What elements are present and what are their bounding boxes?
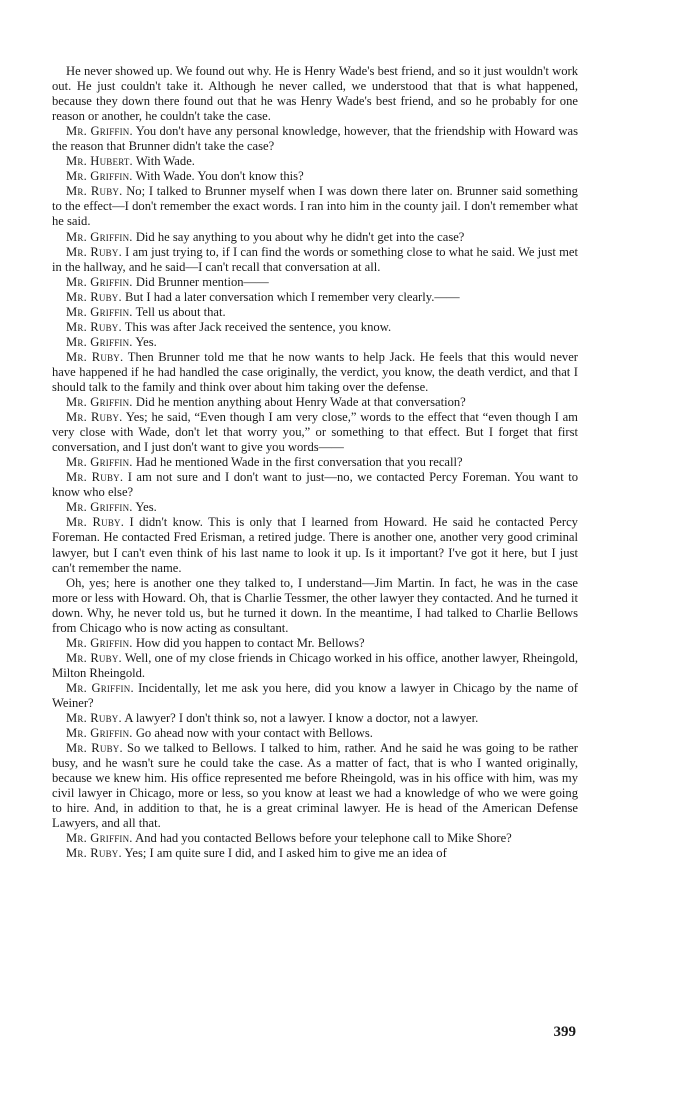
transcript-paragraph bbox=[52, 395, 578, 410]
paragraph-text: I didn't know. This is only that I learned from Howard. He said he contacted Percy Foreman. He contacted Fred Erisman, a retired judge. There is another one, another very good criminal lawyer, but I can't even think of his last name to look it up. Is it important? I've got it here, but I just can't remember the name. bbox=[52, 515, 578, 575]
transcript-paragraph bbox=[52, 651, 578, 681]
paragraph-text: He never showed up. We found out why. He is Henry Wade's best friend, and so it just wouldn't work out. He just couldn't take it. Although he never called, we understood that that is what happened, because they down there found out that he was Henry Wade's best friend, and so he probably for one reason or another, he couldn't take the case. bbox=[52, 64, 578, 124]
paragraph-text: Yes; he said, “Even though I am very close,” words to the effect that “even though I am very close with Wade, don't let that worry you,” or something to that effect. But I forget that first conversation, and I just don't want to give you words—— bbox=[52, 410, 578, 455]
paragraph-text: Yes. bbox=[135, 334, 157, 349]
paragraph-text: And had you contacted Bellows before your telephone call to Mike Shore? bbox=[135, 831, 512, 846]
transcript-paragraph bbox=[52, 335, 578, 350]
speaker-label: Mr. Griffin. bbox=[66, 726, 133, 741]
transcript-paragraph bbox=[52, 515, 578, 575]
speaker-label: Mr. Ruby. bbox=[66, 244, 122, 259]
paragraph-text: Oh, yes; here is another one they talked to, I understand—Jim Martin. In fact, he was in the case more or less with Howard. Oh, that is Charlie Tessmer, the other lawyer they contacted. And he turned it down. Why, he never told us, but he turned it down. In the meantime, I had talked to Charlie Bellows from Chicago who is now acting as consultant. bbox=[52, 575, 578, 635]
transcript-paragraph bbox=[52, 831, 578, 846]
speaker-label: Mr. Griffin. bbox=[66, 635, 133, 650]
transcript-paragraph bbox=[52, 184, 578, 229]
speaker-label: Mr. Griffin. bbox=[66, 395, 133, 410]
transcript-paragraph bbox=[52, 64, 578, 124]
speaker-label: Mr. Ruby. bbox=[66, 515, 125, 530]
paragraph-text: Did Brunner mention—— bbox=[135, 274, 269, 289]
paragraph-text: A lawyer? I don't think so, not a lawyer. I know a doctor, not a lawyer. bbox=[124, 711, 479, 726]
speaker-label: Mr. Griffin. bbox=[66, 334, 133, 349]
transcript-body bbox=[52, 64, 578, 861]
paragraph-text: Tell us about that. bbox=[135, 304, 226, 319]
paragraph-text: Did he say anything to you about why he didn't get into the case? bbox=[135, 229, 465, 244]
paragraph-text: Go ahead now with your contact with Bellows. bbox=[135, 726, 373, 741]
transcript-paragraph bbox=[52, 726, 578, 741]
paragraph-text: Yes. bbox=[135, 500, 157, 515]
speaker-label: Mr. Ruby. bbox=[66, 470, 124, 485]
paragraph-text: I am not sure and I don't want to just—no, we contacted Percy Foreman. You want to know who else? bbox=[52, 470, 578, 500]
speaker-label: Mr. Ruby. bbox=[66, 846, 122, 861]
paragraph-text: Had he mentioned Wade in the first conversation that you recall? bbox=[135, 455, 463, 470]
paragraph-text: Then Brunner told me that he now wants to help Jack. He feels that this would never have happened if he had handled the case originally, the verdict, you know, the death verdict, and that I should talk to the family and think over about him taking over the defense. bbox=[52, 349, 578, 394]
transcript-paragraph bbox=[52, 230, 578, 245]
transcript-paragraph bbox=[52, 305, 578, 320]
paragraph-text: So we talked to Bellows. I talked to him, rather. And he said he was going to be rather busy, and he wasn't sure he could take the case. As a matter of fact, that is who I wanted originally, because we knew him. His office represented me before Rheingold, was in his office with him, was my civil lawyer in Chicago, more or less, so you know at least we had a knowledge of who we were going to hire. And, in addition to that, he is a great criminal lawyer. He is head of the American Defense Lawyers, and all that. bbox=[52, 741, 579, 831]
speaker-label: Mr. Ruby. bbox=[66, 410, 123, 425]
paragraph-text: Incidentally, let me ask you here, did you know a lawyer in Chicago by the name of Weiner? bbox=[52, 680, 578, 710]
transcript-paragraph bbox=[52, 681, 578, 711]
speaker-label: Mr. Griffin. bbox=[66, 455, 133, 470]
speaker-label: Mr. Griffin. bbox=[66, 169, 133, 184]
speaker-label: Mr. Griffin. bbox=[66, 304, 133, 319]
paragraph-text: Did he mention anything about Henry Wade at that conversation? bbox=[135, 395, 466, 410]
paragraph-text: You don't have any personal knowledge, however, that the friendship with Howard was the reason that Brunner didn't take the case? bbox=[52, 124, 578, 154]
speaker-label: Mr. Griffin. bbox=[66, 680, 134, 695]
speaker-label: Mr. Ruby. bbox=[66, 741, 123, 756]
transcript-paragraph bbox=[52, 636, 578, 651]
transcript-paragraph bbox=[52, 741, 578, 831]
transcript-paragraph bbox=[52, 711, 578, 726]
transcript-paragraph bbox=[52, 455, 578, 470]
transcript-paragraph bbox=[52, 350, 578, 395]
transcript-paragraph bbox=[52, 275, 578, 290]
transcript-paragraph bbox=[52, 290, 578, 305]
speaker-label: Mr. Griffin. bbox=[66, 831, 133, 846]
transcript-paragraph bbox=[52, 245, 578, 275]
paragraph-text: With Wade. bbox=[135, 154, 195, 169]
speaker-label: Mr. Ruby. bbox=[66, 711, 122, 726]
paragraph-text: Well, one of my close friends in Chicago worked in his office, another lawyer, Rheingold, Milton Rheingold. bbox=[52, 650, 578, 680]
speaker-label: Mr. Griffin. bbox=[66, 229, 133, 244]
paragraph-text: But I had a later conversation which I remember very clearly.—— bbox=[125, 289, 460, 304]
paragraph-text: No; I talked to Brunner myself when I was down there later on. Brunner said something to the effect—I don't remember the exact words. I ran into him in the county jail. I don't remember what he said. bbox=[52, 184, 578, 229]
transcript-paragraph bbox=[52, 320, 578, 335]
paragraph-text: I am just trying to, if I can find the words or something close to what he said. We just met in the hallway, and he said—I can't recall that conversation at all. bbox=[52, 244, 578, 274]
transcript-paragraph bbox=[52, 500, 578, 515]
transcript-paragraph bbox=[52, 576, 578, 636]
speaker-label: Mr. Griffin. bbox=[66, 124, 133, 139]
transcript-paragraph bbox=[52, 846, 578, 861]
paragraph-text: With Wade. You don't know this? bbox=[135, 169, 304, 184]
paragraph-text: This was after Jack received the sentence, you know. bbox=[124, 319, 392, 334]
speaker-label: Mr. Griffin. bbox=[66, 274, 133, 289]
speaker-label: Mr. Ruby. bbox=[66, 349, 124, 364]
speaker-label: Mr. Ruby. bbox=[66, 319, 122, 334]
speaker-label: Mr. Ruby. bbox=[66, 289, 122, 304]
paragraph-text: How did you happen to contact Mr. Bellows? bbox=[135, 635, 365, 650]
transcript-paragraph bbox=[52, 470, 578, 500]
speaker-label: Mr. Ruby. bbox=[66, 184, 123, 199]
speaker-label: Mr. Hubert. bbox=[66, 154, 133, 169]
page-number: 399 bbox=[553, 1024, 576, 1040]
transcript-paragraph bbox=[52, 154, 578, 169]
speaker-label: Mr. Griffin. bbox=[66, 500, 133, 515]
transcript-paragraph bbox=[52, 124, 578, 154]
transcript-paragraph bbox=[52, 169, 578, 184]
transcript-paragraph bbox=[52, 410, 578, 455]
paragraph-text: Yes; I am quite sure I did, and I asked him to give me an idea of bbox=[124, 846, 447, 861]
speaker-label: Mr. Ruby. bbox=[66, 650, 122, 665]
